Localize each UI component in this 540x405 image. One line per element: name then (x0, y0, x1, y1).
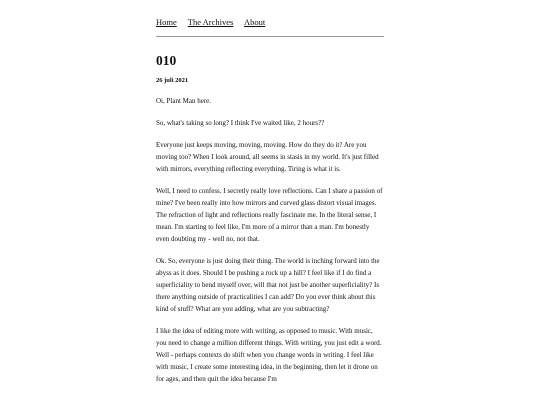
post-body (156, 95, 384, 385)
post-paragraph: Everyone just keeps moving, moving, moving. How do they do it? Are you moving too? When I look around, all seems in stasis in my world. It's just filled with mirrors, everything reflecting everything. Tiring is what it is. (156, 141, 379, 173)
post-paragraph: Oi, Plant Man here. (156, 97, 212, 105)
header-divider (156, 36, 384, 37)
post-date: 26 juli 2021 (156, 77, 189, 84)
nav-link-home[interactable]: Home (156, 17, 177, 27)
post-title: 010 (156, 53, 177, 68)
post-paragraph: So, what's taking so long? I think I've waited like, 2 hours?? (156, 119, 325, 127)
top-nav (156, 17, 384, 28)
nav-link-archives[interactable]: The Archives (187, 17, 234, 27)
blog-post (156, 53, 384, 385)
blog-page (156, 0, 384, 385)
post-paragraph: Well, I need to confess. I secretly really love reflections. Can I share a passion of mine? I've been really into how mirrors and curved glass distort visual images. The refraction of light and reflections really fascinate me. In the literal sense, I mean. I'm starting to feel like, I'm more of a mirror than a man. I'm honestly even doubting my - well no, not that. (156, 187, 383, 243)
nav-link-about[interactable]: About (243, 17, 266, 27)
post-paragraph: I like the idea of editing more with writing, as opposed to music. With music, you need to change a million different things. With writing, you just edit a word. Well - perhaps contexts do shift when you change words in writing. I feel like with music, I create some interesting idea, in the beginning, then let it drone on for ages, and then quit the idea because I'm (156, 327, 382, 383)
post-paragraph: Ok. So, everyone is just doing their thing. The world is inching forward into the abyss as it does. Should I be pushing a rock up a hill? I feel like if I do find a superficiality to bend myself over, will that not just be another superficiality? Is there anything outside of practicalities I can add? Do you ever think about this kind of stuff? What are you adding, what are you subtracting? (156, 257, 380, 313)
